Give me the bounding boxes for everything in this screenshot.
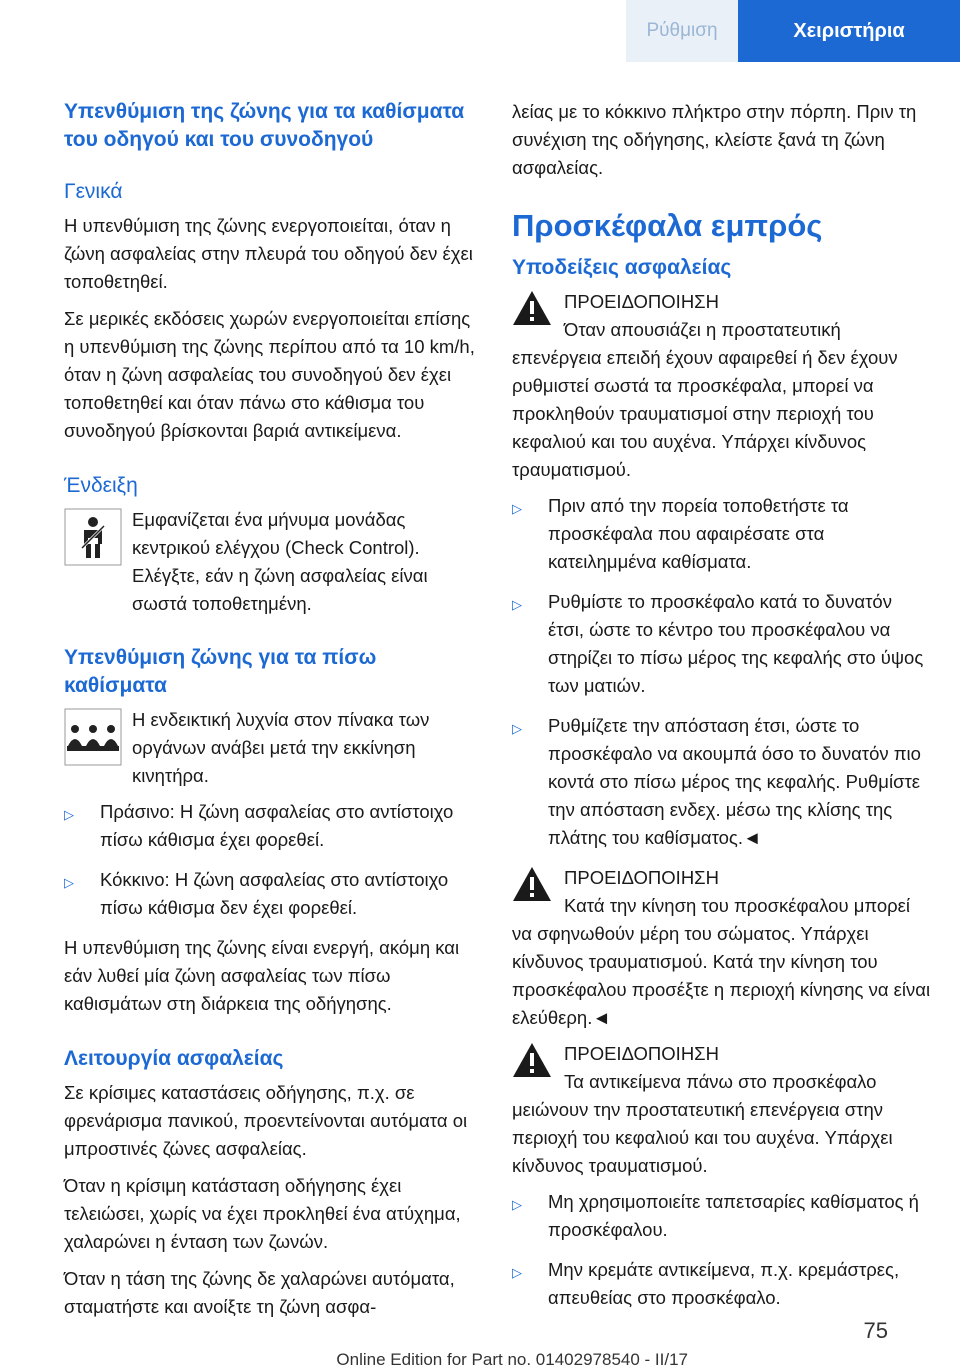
header-tabs [626, 0, 960, 62]
paragraph: Η υπενθύμιση της ζώνης είναι ενεργή, ακόμη και εάν λυθεί μία ζώνη ασφαλείας των πίσω καθισμάτων στη διάρκεια της οδήγησης. [64, 937, 460, 1014]
paragraph: Η υπενθύμιση της ζώνης ενεργοποιείται, όταν η ζώνη ασφαλείας στην πλευρά του οδηγού δεν έχει τοποθετηθεί. [64, 215, 473, 292]
tab-controls[interactable]: Χειριστήρια [738, 0, 960, 62]
list-item: ▷ Κόκκινο: Η ζώνη ασφαλείας στο αντίστοιχο πίσω κάθισμα δεν έχει φορεθεί. [64, 866, 484, 922]
list-item: ▷ Ρυθμίζετε την απόσταση έτσι, ώστε το προσκέφαλο να ακουμπά όσο το δυνατόν πιο κοντά στο πίσω μέρος της κεφαλής. Ρυθμίστε την απόσταση ενδεχ. μέσω της κλίσης της πλάτης του καθίσματος.◄ [512, 712, 932, 852]
rear-seats-indicator-icon [64, 708, 122, 766]
paragraph: Σε μερικές εκδόσεις χωρών ενεργοποιείται επίσης η υπενθύμιση της ζώνης περίπου από τα 10 km/h, όταν η ζώνη ασφαλείας του συνοδηγού δεν έχει τοποθετηθεί και όταν πάνω στο κάθισμα του συνοδηγού βρίσκονται βαριά αντικείμενα. [64, 308, 475, 441]
page-number: 75 [863, 1318, 888, 1343]
warning-triangle-icon [512, 1042, 552, 1078]
warning-block [512, 1040, 932, 1180]
paragraph: Όταν η τάση της ζώνης δε χαλαρώνει αυτόματα, σταματήστε και ανοίξτε τη ζώνη ασφα- [64, 1268, 455, 1317]
right-column [512, 98, 932, 1324]
list-item: ▷ Πριν από την πορεία τοποθετήστε τα προσκέφαλα που αφαιρέσατε στα κατειλημμένα καθίσματα. [512, 492, 932, 576]
triangle-bullet-icon: ▷ [512, 1197, 522, 1212]
triangle-bullet-icon: ▷ [512, 1265, 522, 1280]
warning-block [512, 288, 932, 484]
triangle-bullet-icon: ▷ [64, 875, 74, 890]
warning-text: Όταν απουσιάζει η προστατευτική επενέργεια επειδή έχουν αφαιρεθεί ή δεν έχουν ρυθμιστεί σωστά τα προσκέφαλα, μπορεί να προκληθούν τραυματισμοί στην περιοχή του κεφαλιού και του αυχένα. Υπάρχει κίνδυνος τραυματισμού. [512, 319, 898, 480]
subheading-general: Γενικά [64, 180, 123, 203]
tab-setting[interactable]: Ρύθμιση [626, 0, 738, 62]
triangle-bullet-icon: ▷ [512, 597, 522, 612]
warning-triangle-icon [512, 290, 552, 326]
list-item: ▷ Ρυθμίστε το προσκέφαλο κατά το δυνατόν έτσι, ώστε το κέντρο του προσκέφαλου να στηρίζει το πίσω μέρος της κεφαλής στο ύψος των ματιών. [512, 588, 932, 700]
paragraph: Σε κρίσιμες καταστάσεις οδήγησης, π.χ. σε φρενάρισμα πανικού, προεντείνονται αυτόματα οι μπροστινές ζώνες ασφαλείας. [64, 1082, 468, 1159]
warning-text: Τα αντικείμενα πάνω στο προσκέφαλο μειώνουν την προστατευτική επενέργεια στην περιοχή του κεφαλιού και του αυχένα. Υπάρχει κίνδυνος τραυματισμού. [512, 1071, 893, 1176]
warning-label: ΠΡΟΕΙΔΟΠΟΙΗΣΗ [564, 291, 719, 312]
paragraph: Όταν η κρίσιμη κατάσταση οδήγησης έχει τελειώσει, χωρίς να έχει προκληθεί ένα ατύχημα, χαλαρώνει η ένταση των ζωνών. [64, 1175, 461, 1252]
warning-triangle-icon [512, 866, 552, 902]
section-title-belt-reminder-front: Υπενθύμιση της ζώνης για τα καθίσματα του οδηγού και του συνοδηγού [64, 100, 465, 151]
warning-label: ΠΡΟΕΙΔΟΠΟΙΗΣΗ [564, 1043, 719, 1064]
section-title-belt-reminder-rear: Υπενθύμιση ζώνης για τα πίσω καθίσματα [64, 646, 377, 697]
subheading-display: Ένδειξη [64, 474, 138, 497]
section-title-head-restraints: Προσκέφαλα εμπρός [512, 208, 823, 243]
left-column [64, 98, 484, 1330]
list-item: ▷ Μην κρεμάτε αντικείμενα, π.χ. κρεμάστρες, απευθείας στο προσκέφαλο. [512, 1256, 932, 1312]
triangle-bullet-icon: ▷ [64, 807, 74, 822]
seatbelt-warning-icon [64, 508, 122, 566]
list-item: ▷ Πράσινο: Η ζώνη ασφαλείας στο αντίστοιχο πίσω κάθισμα έχει φορεθεί. [64, 798, 484, 854]
triangle-bullet-icon: ▷ [512, 501, 522, 516]
warning-label: ΠΡΟΕΙΔΟΠΟΙΗΣΗ [564, 867, 719, 888]
display-text: Εμφανίζεται ένα μήνυμα μονάδας κεντρικού ελέγχου (Check Control). Ελέγξτε, εάν η ζώνη ασφαλείας είναι σωστά τοποθετημένη. [132, 509, 428, 614]
rear-indicator-row [64, 706, 484, 790]
paragraph: λείας με το κόκκινο πλήκτρο στην πόρπη. Πριν τη συνέχιση της οδήγησης, κλείστε ξανά τη ζώνη ασφαλείας. [512, 101, 917, 178]
display-row [64, 506, 484, 618]
section-title-safety-function: Λειτουργία ασφαλείας [64, 1047, 284, 1070]
rear-indicator-text: Η ενδεικτική λυχνία στον πίνακα των οργάνων ανάβει μετά την εκκίνηση κινητήρα. [132, 709, 430, 786]
warning-block [512, 864, 932, 1032]
edition-note: Online Edition for Part no. 01402978540 - II/17 [336, 1350, 688, 1369]
warning-text: Κατά την κίνηση του προσκέφαλου μπορεί να σφηνωθούν μέρη του σώματος. Υπάρχει κίνδυνος τραυματισμού. Κατά την κίνηση του προσκέφαλου προσέξτε η περιοχή κίνησης να είναι ελεύθερη.◄ [512, 895, 931, 1028]
subheading-safety-notes: Υποδείξεις ασφαλείας [512, 256, 732, 279]
list-item: ▷ Μη χρησιμοποιείτε ταπετσαρίες καθίσματος ή προσκέφαλου. [512, 1188, 932, 1244]
triangle-bullet-icon: ▷ [512, 721, 522, 736]
